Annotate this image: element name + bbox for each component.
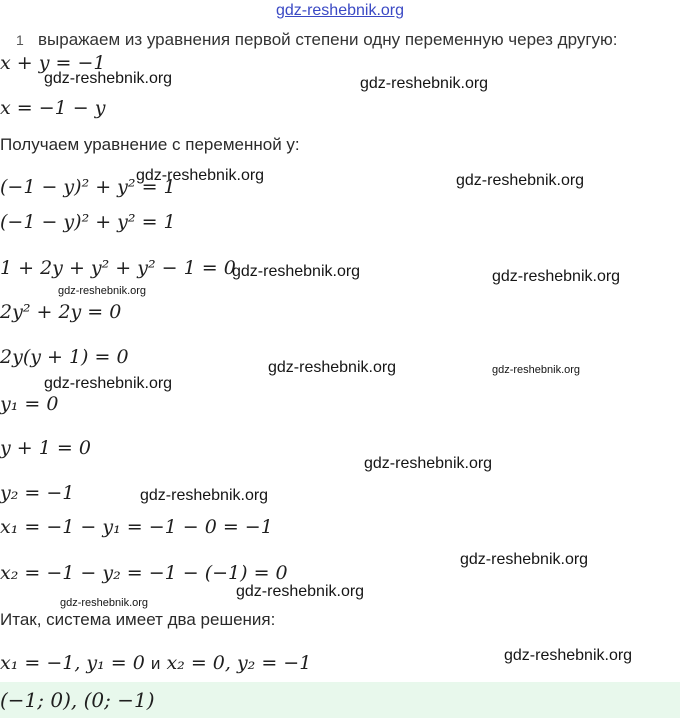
equation-line: x + y = −1 <box>0 52 106 74</box>
site-link[interactable]: gdz-reshebnik.org <box>275 2 405 19</box>
watermark: gdz-reshebnik.org <box>492 364 581 376</box>
equation-line: (−1 − y)² + y² = 1 <box>0 176 176 198</box>
watermark: gdz-reshebnik.org <box>44 70 173 87</box>
watermark: gdz-reshebnik.org <box>236 583 365 600</box>
equation-line: y₁ = 0 <box>0 393 59 415</box>
step-text: выражаем из уравнения первой степени одну переменную через другую: <box>38 30 618 49</box>
answer-box <box>0 682 680 718</box>
watermark: gdz-reshebnik.org <box>58 285 147 297</box>
equation-line: x = −1 − y <box>0 97 106 119</box>
equation-line: 2y² + 2y = 0 <box>0 301 122 323</box>
watermark: gdz-reshebnik.org <box>136 167 265 184</box>
equation-line: y₂ = −1 <box>0 482 75 504</box>
watermark: gdz-reshebnik.org <box>60 597 149 609</box>
watermark: gdz-reshebnik.org <box>268 359 397 376</box>
equation-line: y + 1 = 0 <box>0 437 91 459</box>
solution-2: x₂ = 0, y₂ = −1 <box>166 652 312 674</box>
watermark: gdz-reshebnik.org <box>492 268 621 285</box>
watermark: gdz-reshebnik.org <box>364 455 493 472</box>
equation-line: x₁ = −1 − y₁ = −1 − 0 = −1 <box>0 516 273 538</box>
watermark: gdz-reshebnik.org <box>456 172 585 189</box>
equation-line: 1 + 2y + y² + y² − 1 = 0 <box>0 257 236 279</box>
solutions-conjunction: и <box>150 654 161 673</box>
watermark: gdz-reshebnik.org <box>140 487 269 504</box>
solutions-line <box>0 652 311 674</box>
watermark: gdz-reshebnik.org <box>360 75 489 92</box>
equation-line: 2y(y + 1) = 0 <box>0 346 129 368</box>
text-line: Итак, система имеет два решения: <box>0 610 276 629</box>
step-number: 1 <box>16 32 24 48</box>
solution-1: x₁ = −1, y₁ = 0 <box>0 652 145 674</box>
watermark: gdz-reshebnik.org <box>504 647 633 664</box>
step-description <box>0 30 680 50</box>
answer-text: (−1; 0), (0; −1) <box>0 688 155 712</box>
text-line: Получаем уравнение с переменной y: <box>0 135 300 154</box>
watermark: gdz-reshebnik.org <box>232 263 361 280</box>
watermark: gdz-reshebnik.org <box>44 375 173 392</box>
watermark: gdz-reshebnik.org <box>460 551 589 568</box>
equation-line: x₂ = −1 − y₂ = −1 − (−1) = 0 <box>0 562 288 584</box>
equation-line: (−1 − y)² + y² = 1 <box>0 211 176 233</box>
